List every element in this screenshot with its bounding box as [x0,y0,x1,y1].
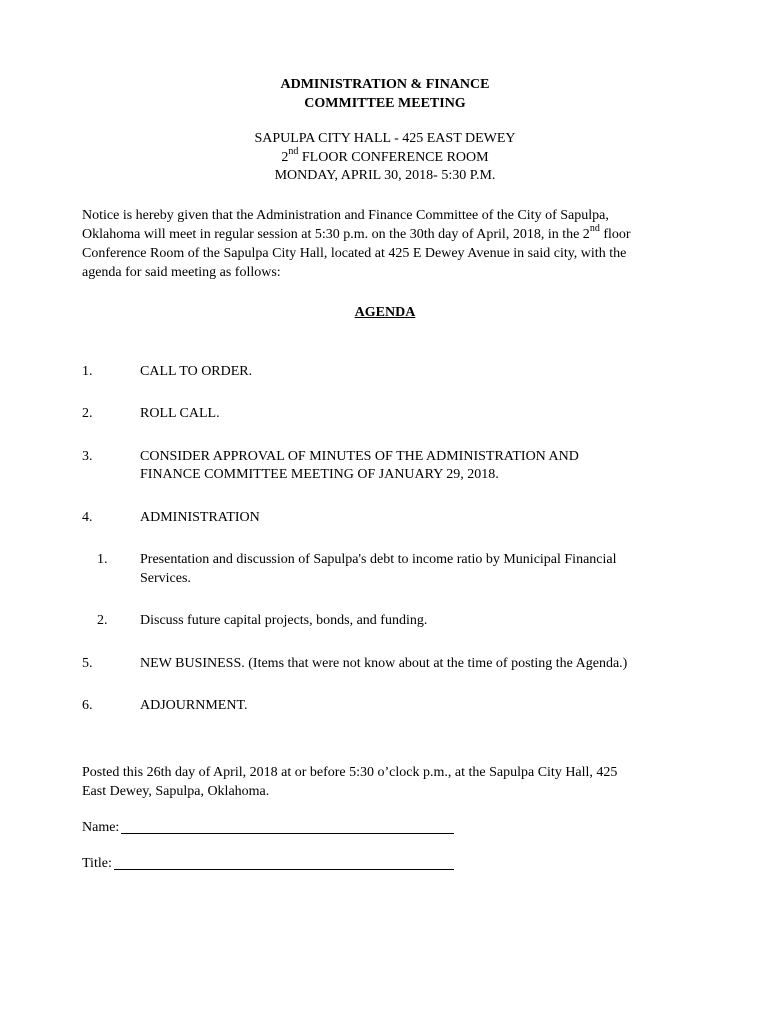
agenda-item-text: ADJOURNMENT. [140,698,248,713]
notice-line2-text-b: floor [599,227,631,242]
agenda-subitem-text: Presentation and discussion of Sapulpa's debt to income ratio by Municipal Financial [140,552,617,567]
floor-number: 2 [281,150,289,165]
posted-line2: East Dewey, Sapulpa, Oklahoma. [82,784,270,799]
posted-line1: Posted this 26th day of April, 2018 at or before 5:30 o’clock p.m., at the Sapulpa City Hall, 425 [82,765,618,780]
notice-line4: agenda for said meeting as follows: [82,265,281,280]
name-signature-line [121,833,454,834]
notice-line3: Conference Room of the Sapulpa City Hall, located at 425 E Dewey Avenue in said city, with the [82,246,627,261]
agenda-item-number: 4. [82,510,93,525]
agenda-item-number: 1. [82,364,93,379]
name-label: Name: [82,820,120,835]
floor-ordinal-suffix: nd [288,146,299,158]
agenda-subitem-text: Services. [140,571,191,586]
agenda-subitem-text: Discuss future capital projects, bonds, and funding. [140,613,428,628]
meeting-title-line1: ADMINISTRATION & FINANCE [280,77,490,92]
agenda-title: AGENDA [354,305,416,320]
agenda-item-text: CALL TO ORDER. [140,364,253,379]
notice-line2 [82,225,631,244]
agenda-item-text: CONSIDER APPROVAL OF MINUTES OF THE ADMINISTRATION AND [140,449,579,464]
notice-line1: Notice is hereby given that the Administration and Finance Committee of the City of Sapulpa, [82,208,609,223]
title-signature-line [114,869,454,870]
meeting-title-line2: COMMITTEE MEETING [304,96,466,111]
meeting-date-line: MONDAY, APRIL 30, 2018- 5:30 P.M. [274,168,496,183]
agenda-item-text: ADMINISTRATION [140,510,260,525]
agenda-item-text: FINANCE COMMITTEE MEETING OF JANUARY 29, 2018. [140,467,499,482]
floor-room-text: FLOOR CONFERENCE ROOM [298,150,489,165]
agenda-item-text: NEW BUSINESS. (Items that were not know about at the time of posting the Agenda.) [140,656,628,671]
agenda-item-number: 6. [82,698,93,713]
title-label: Title: [82,856,112,871]
location-line2 [0,148,770,167]
location-line1: SAPULPA CITY HALL - 425 EAST DEWEY [254,131,516,146]
agenda-item-number: 5. [82,656,93,671]
agenda-item-number: 3. [82,449,93,464]
notice-line2-ordinal: nd [589,223,600,235]
agenda-item-text: ROLL CALL. [140,406,220,421]
notice-line2-text-a: Oklahoma will meet in regular session at 5:30 p.m. on the 30th day of April, 2018, in the 2 [82,227,590,242]
agenda-subitem-number: 1. [97,552,108,567]
agenda-subitem-number: 2. [97,613,108,628]
agenda-item-number: 2. [82,406,93,421]
